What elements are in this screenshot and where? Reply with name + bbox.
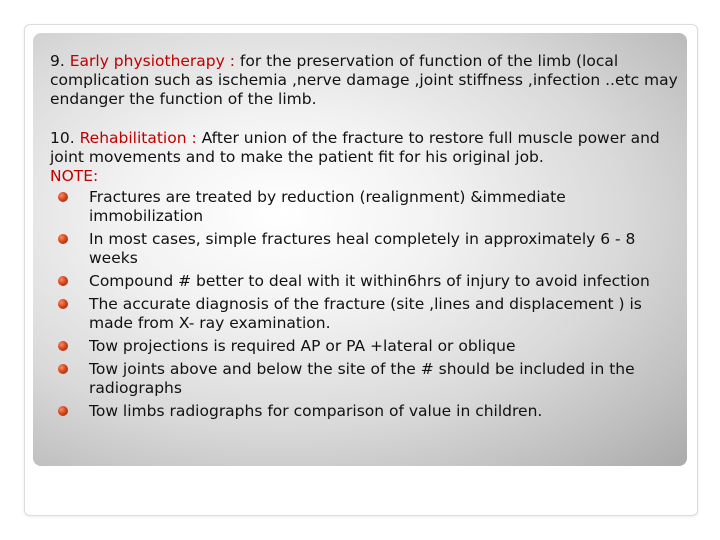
note-label: NOTE: bbox=[50, 167, 99, 185]
bullet-text: Tow projections is required AP or PA +lateral or oblique bbox=[89, 337, 516, 355]
item-10-number: 10. bbox=[50, 129, 80, 147]
item-10-body: After union of the fracture to restore full muscle power and joint movements and to make the patient fit for his original job. bbox=[50, 129, 660, 166]
bullet-dot-icon bbox=[58, 364, 68, 374]
item-9-body: for the preservation of function of the limb (local complication such as ischemia ,nerve damage ,joint stiffness ,infection ..etc may endanger the function of the limb. bbox=[50, 52, 678, 108]
item-9-paragraph bbox=[50, 52, 680, 109]
note-bullet-list bbox=[50, 188, 680, 421]
bullet-dot-icon bbox=[58, 192, 68, 202]
bullet-item bbox=[50, 402, 680, 421]
bullet-text: Tow limbs radiographs for comparison of value in children. bbox=[89, 402, 543, 420]
bullet-item bbox=[50, 272, 680, 291]
bullet-item bbox=[50, 360, 680, 398]
item-9-number: 9. bbox=[50, 52, 70, 70]
bullet-item bbox=[50, 337, 680, 356]
item-9-title: Early physiotherapy : bbox=[69, 52, 240, 70]
bullet-item bbox=[50, 230, 680, 268]
bullet-text: In most cases, simple fractures heal completely in approximately 6 - 8 weeks bbox=[89, 230, 636, 267]
bullet-dot-icon bbox=[58, 299, 68, 309]
bullet-dot-icon bbox=[58, 406, 68, 416]
content-body bbox=[50, 52, 680, 425]
bullet-item bbox=[50, 295, 680, 333]
content-panel bbox=[33, 33, 687, 466]
bullet-dot-icon bbox=[58, 341, 68, 351]
bullet-text: The accurate diagnosis of the fracture (site ,lines and displacement ) is made from X- ray examination. bbox=[89, 295, 642, 332]
item-10-title: Rehabilitation : bbox=[79, 129, 202, 147]
bullet-text: Fractures are treated by reduction (realignment) &immediate immobilization bbox=[89, 188, 566, 225]
item-10-paragraph bbox=[50, 129, 680, 167]
bullet-dot-icon bbox=[58, 234, 68, 244]
bullet-dot-icon bbox=[58, 276, 68, 286]
bullet-item bbox=[50, 188, 680, 226]
bullet-text: Tow joints above and below the site of the # should be included in the radiographs bbox=[89, 360, 635, 397]
bullet-text: Compound # better to deal with it within6hrs of injury to avoid infection bbox=[89, 272, 650, 290]
